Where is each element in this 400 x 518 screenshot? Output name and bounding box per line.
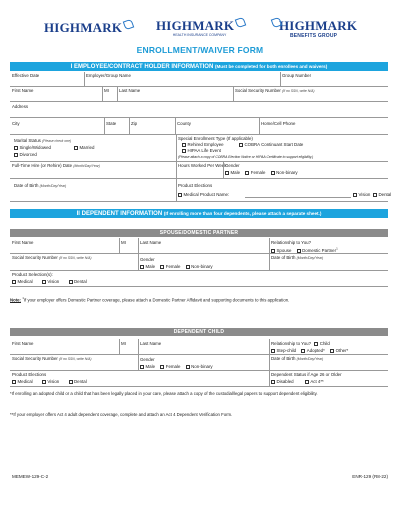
non-binary-label: Non-binary — [276, 170, 298, 175]
spouse-label: Spouse — [276, 248, 292, 254]
highmark-benefits-group-logo — [270, 18, 357, 39]
adopted-label: Adopted* — [306, 348, 325, 353]
step-child-checkbox[interactable] — [271, 349, 275, 353]
child-relationship-options — [271, 348, 348, 353]
gender-options — [225, 170, 302, 175]
section-2-heading-note: (If enrolling more than four dependents, please attach a separate sheet.) — [163, 211, 322, 216]
spouse-vision-option[interactable] — [42, 279, 59, 284]
dental-option[interactable] — [373, 192, 391, 197]
step-child-option[interactable] — [271, 348, 296, 353]
special-enrollment-note: (Please attach a copy of COBRA Election Notice or HIPAA Certificate to support eligibility.) — [178, 155, 314, 159]
divider — [280, 72, 281, 86]
logo-row — [0, 18, 400, 42]
child-vision-option[interactable] — [42, 379, 59, 384]
marital-single-option[interactable] — [14, 145, 51, 150]
section-2-heading: II DEPENDENT INFORMATION — [76, 211, 163, 217]
highmark-health-insurance-logo — [156, 18, 243, 37]
spouse-female-label: Female — [165, 264, 181, 269]
cobra-continuant-checkbox[interactable] — [239, 143, 243, 147]
divider — [233, 87, 234, 101]
child-male-option[interactable] — [140, 364, 155, 369]
act4-footnote: **If your employer offers Act 4 adult dependent coverage, complete and attach an Act 4 Dependent Verification Form. — [10, 412, 233, 417]
married-label: Married — [79, 145, 95, 150]
child-dob-text: Date of Birth — [271, 356, 296, 361]
divider — [10, 270, 388, 271]
child-medical-label: Medical — [17, 379, 33, 384]
divider — [10, 117, 388, 118]
divider — [102, 87, 103, 101]
highmark-bg-cross-icon — [271, 18, 279, 26]
effective-date-label: Effective Date — [12, 73, 40, 78]
spouse-female-option[interactable] — [160, 264, 180, 269]
note-text: If your employer offers Domestic Partner coverage, please attach a Domestic Partner Affidavit and supporting documents to this application. — [23, 297, 290, 303]
spouse-domestic-partner-bar: SPOUSE/DOMESTIC PARTNER — [10, 229, 388, 237]
domestic-partner-footnote-mark: 1 — [336, 247, 338, 251]
form-code-left: MEMEW-129-C-2 — [12, 474, 49, 479]
divider — [176, 135, 177, 161]
spouse-medical-checkbox[interactable] — [12, 280, 16, 284]
address-label: Address — [12, 104, 29, 109]
divider — [10, 161, 388, 162]
spouse-medical-option[interactable] — [12, 279, 33, 284]
child-vision-label: Vision — [47, 379, 60, 384]
married-checkbox[interactable] — [74, 146, 78, 150]
spouse-male-checkbox[interactable] — [140, 265, 144, 269]
domestic-partner-label: Domestic Partner — [302, 248, 337, 254]
spouse-product-options — [12, 279, 91, 284]
non-binary-checkbox[interactable] — [271, 171, 275, 175]
medical-product-checkbox[interactable] — [178, 193, 182, 197]
child-gender-options — [140, 364, 217, 369]
child-dental-label: Dental — [74, 379, 87, 384]
spouse-dob-format: (Month/Day/Year) — [296, 256, 324, 260]
full-time-hire-label — [12, 163, 100, 169]
spouse-ssn-note: (If no SSN, write N/A) — [59, 256, 92, 260]
spouse-dob-label — [271, 255, 323, 261]
spouse-dob-text: Date of Birth — [271, 255, 296, 260]
divider — [10, 178, 388, 179]
divider — [10, 354, 388, 355]
child-male-label: Male — [145, 364, 156, 369]
spouse-dental-option[interactable] — [69, 279, 87, 284]
spouse-ssn-text: Social Security Number — [12, 255, 58, 260]
divider — [10, 101, 388, 102]
highmark-hic-logo-text: HIGHMARK — [156, 18, 235, 33]
child-gender-label: Gender — [140, 357, 155, 362]
form-title: ENROLLMENT/WAIVER FORM — [136, 45, 264, 55]
child-product-options — [12, 379, 91, 384]
medical-product-name-line — [245, 197, 351, 198]
child-label: Child — [319, 341, 330, 346]
rehired-employee-checkbox[interactable] — [182, 143, 186, 147]
hipaa-life-event-checkbox[interactable] — [182, 149, 186, 153]
divider — [269, 254, 270, 270]
section-1-heading: I EMPLOYEE/CONTRACT HOLDER INFORMATION — [70, 64, 214, 70]
special-enrollment-label: Special Enrollment Type (If applicable) — [178, 136, 253, 141]
highmark-hic-cross-icon — [235, 18, 243, 26]
spouse-gender-options — [140, 264, 217, 269]
employer-group-name-label: Employer/Group Name — [86, 73, 131, 78]
rehired-employee-label: Rehired Employee — [187, 142, 224, 147]
vision-checkbox[interactable] — [353, 193, 357, 197]
spouse-dental-label: Dental — [74, 279, 87, 284]
rehired-option[interactable] — [182, 142, 224, 147]
spouse-male-label: Male — [145, 264, 156, 269]
dental-checkbox[interactable] — [373, 193, 377, 197]
other-checkbox[interactable] — [330, 349, 334, 353]
child-dental-option[interactable] — [69, 379, 87, 384]
highmark-bg-logo-text: HIGHMARK — [279, 18, 358, 33]
male-label: Male — [230, 170, 241, 175]
spouse-non-binary-label: Non-binary — [191, 264, 213, 269]
hipaa-life-event-label: HIPAA Life Event — [187, 148, 221, 153]
divider — [269, 339, 270, 354]
divider — [10, 201, 388, 202]
divider — [269, 371, 270, 386]
marital-status-note: (Please check one) — [42, 139, 72, 143]
cobra-option[interactable] — [239, 142, 303, 147]
first-name-label: First Name — [12, 88, 34, 93]
gender-nonbinary-option[interactable] — [271, 170, 298, 175]
highmark-bg-subtitle: BENEFITS GROUP — [289, 33, 338, 39]
section-1-heading-note: (Must be completed for both enrollees and waivers) — [214, 64, 328, 69]
dependent-status-options — [271, 379, 324, 384]
act4-label: Act 4** — [310, 379, 324, 384]
hire-date-format: (Month/Day/Year) — [73, 164, 100, 168]
spouse-vision-checkbox[interactable] — [42, 280, 46, 284]
marital-married-option[interactable] — [74, 145, 94, 150]
divider — [176, 179, 177, 201]
child-relationship-text: Relationship to You? — [271, 341, 312, 346]
medical-product-option[interactable] — [178, 192, 229, 197]
divider — [259, 118, 260, 134]
section-2-header — [10, 209, 388, 218]
child-option[interactable] — [314, 341, 330, 346]
child-female-checkbox[interactable] — [160, 365, 164, 369]
product-elections-label: Product Elections — [178, 183, 213, 188]
child-female-option[interactable] — [160, 364, 180, 369]
divorced-label: Divorced — [19, 152, 37, 157]
child-relationship-label — [271, 341, 330, 346]
divider — [269, 238, 270, 253]
disabled-checkbox[interactable] — [271, 380, 275, 384]
disabled-label: Disabled — [276, 379, 294, 384]
divider — [223, 162, 224, 178]
divider — [138, 254, 139, 270]
divider — [138, 238, 139, 253]
group-number-label: Group Number — [282, 73, 312, 78]
highmark-cross-icon — [123, 20, 131, 28]
divider — [175, 118, 176, 134]
spouse-first-name-label: First Name — [12, 240, 34, 245]
adopted-option[interactable] — [301, 348, 325, 353]
note-label: Note: — [10, 297, 21, 303]
act4-option[interactable] — [305, 379, 324, 384]
child-dental-checkbox[interactable] — [69, 380, 73, 384]
divider — [104, 118, 105, 134]
divider — [176, 162, 177, 178]
divider — [10, 286, 388, 287]
child-ssn-note: (If no SSN, write N/A) — [59, 357, 92, 361]
female-label: Female — [250, 170, 266, 175]
child-medical-option[interactable] — [12, 379, 33, 384]
child-first-name-label: First Name — [12, 341, 34, 346]
zip-label: Zip — [131, 121, 138, 126]
divider — [269, 355, 270, 370]
child-product-elections-label: Product Elections — [12, 372, 47, 377]
dependent-status-label: Dependent Status if Age 26 or Older — [271, 372, 342, 377]
adopted-checkbox[interactable] — [301, 349, 305, 353]
vision-label: Vision — [358, 192, 371, 197]
spouse-relationship-label: Relationship to You? — [271, 240, 312, 245]
male-checkbox[interactable] — [225, 171, 229, 175]
child-checkbox[interactable] — [314, 342, 318, 346]
dob-date-format: (Month/Day/Year) — [39, 184, 67, 188]
highmark-logo-text: HIGHMARK — [44, 20, 123, 35]
last-name-label: Last Name — [119, 88, 141, 93]
divider — [129, 118, 130, 134]
ssn-label-text: Social Security Number — [235, 88, 281, 93]
domestic-partner-note — [10, 296, 388, 303]
other-label: Other* — [335, 348, 349, 353]
spouse-ssn-label — [12, 255, 92, 261]
dental-label: Dental — [378, 192, 392, 197]
marital-divorced-option[interactable] — [14, 152, 37, 157]
divider — [10, 134, 388, 135]
dependent-child-bar: DEPENDENT CHILD — [10, 328, 388, 336]
spouse-non-binary-checkbox[interactable] — [186, 265, 190, 269]
spouse-female-checkbox[interactable] — [160, 265, 164, 269]
date-of-birth-text: Date of Birth — [14, 183, 39, 188]
divider — [117, 87, 118, 101]
gender-female-option[interactable] — [245, 170, 265, 175]
medical-product-name-label: Medical Product Name: — [183, 192, 230, 197]
spouse-product-selections-label: Product Selection(s): — [12, 272, 53, 277]
spouse-vision-label: Vision — [47, 279, 60, 284]
city-label: City — [12, 121, 20, 126]
child-ssn-text: Social Security Number — [12, 356, 58, 361]
child-mi-label: MI — [121, 341, 126, 346]
child-vision-checkbox[interactable] — [42, 380, 46, 384]
spouse-gender-label: Gender — [140, 257, 155, 262]
child-medical-checkbox[interactable] — [12, 380, 16, 384]
marital-status-label — [14, 138, 71, 144]
hours-worked-label: Hours Worked Per Week — [178, 163, 227, 168]
other-option[interactable] — [330, 348, 348, 353]
ssn-label — [235, 88, 315, 94]
divider — [10, 253, 388, 254]
mi-label: MI — [104, 88, 109, 93]
divider — [119, 339, 120, 354]
spouse-mi-label: MI — [121, 240, 126, 245]
disabled-option[interactable] — [271, 379, 294, 384]
divider — [10, 386, 388, 387]
note-footnote-mark: 1 — [22, 296, 24, 300]
home-cell-phone-label: Home/Cell Phone — [261, 121, 296, 126]
date-of-birth-label — [14, 183, 66, 189]
divider — [84, 72, 85, 86]
adopted-footnote: *If enrolling an adopted child or a child that has been legally placed in your care, please attach a copy of the custodial/legal papers to support dependent eligibility. — [10, 391, 318, 396]
spouse-dental-checkbox[interactable] — [69, 280, 73, 284]
spouse-last-name-label: Last Name — [140, 240, 162, 245]
ssn-note: (If no SSN, write N/A) — [282, 89, 315, 93]
full-time-hire-text: Full-Time Hire (or Rehire) Date — [12, 163, 73, 168]
single-widowed-label: Single/Widowed — [19, 145, 51, 150]
act4-checkbox[interactable] — [305, 380, 309, 384]
female-checkbox[interactable] — [245, 171, 249, 175]
child-female-label: Female — [165, 364, 181, 369]
child-nonbinary-option[interactable] — [186, 364, 213, 369]
divorced-checkbox[interactable] — [14, 153, 18, 157]
child-non-binary-label: Non-binary — [191, 364, 213, 369]
highmark-hic-subtitle: HEALTH INSURANCE COMPANY — [172, 33, 227, 37]
spouse-medical-label: Medical — [17, 279, 33, 284]
form-code-right: ENR-129 (R8-22) — [352, 474, 388, 479]
child-dob-format: (Month/Day/Year) — [296, 357, 324, 361]
vision-option[interactable] — [353, 192, 370, 197]
child-dob-label — [271, 356, 323, 362]
child-ssn-label — [12, 356, 92, 362]
section-1-header — [10, 62, 388, 71]
gender-label: Gender — [225, 163, 240, 168]
divider — [138, 355, 139, 370]
marital-status-text: Marital Status — [14, 138, 41, 143]
divider — [10, 86, 388, 87]
single-widowed-checkbox[interactable] — [14, 146, 18, 150]
highmark-logo — [44, 20, 131, 36]
child-non-binary-checkbox[interactable] — [186, 365, 190, 369]
cobra-continuant-label: COBRA Continuant Start Date — [244, 142, 304, 147]
divider — [119, 238, 120, 253]
spouse-male-option[interactable] — [140, 264, 155, 269]
gender-male-option[interactable] — [225, 170, 240, 175]
child-male-checkbox[interactable] — [140, 365, 144, 369]
divider — [138, 339, 139, 354]
spouse-nonbinary-option[interactable] — [186, 264, 213, 269]
step-child-label: Step-child — [276, 348, 297, 353]
hipaa-option[interactable] — [182, 148, 221, 153]
state-label: State — [106, 121, 117, 126]
child-last-name-label: Last Name — [140, 341, 162, 346]
divider — [10, 370, 388, 371]
county-label: County — [177, 121, 191, 126]
